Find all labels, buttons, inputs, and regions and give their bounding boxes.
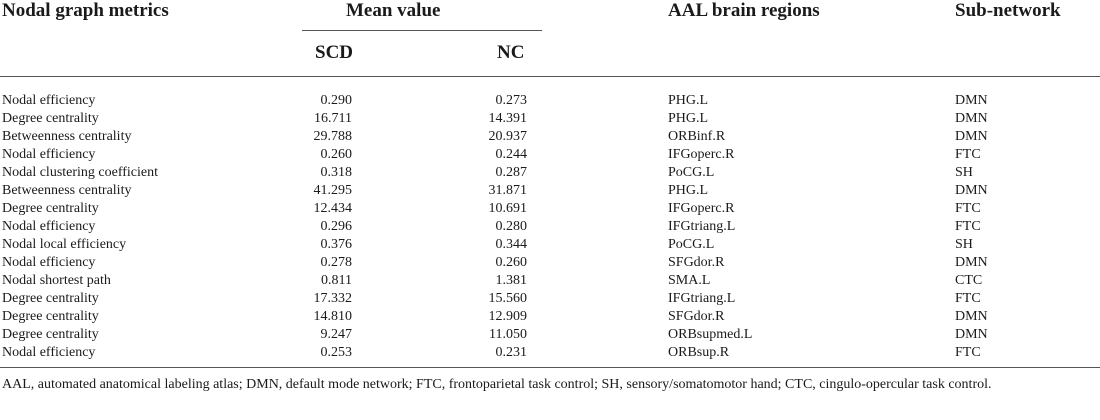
cell-subnetwork: DMN [955, 309, 988, 324]
cell-subnetwork: DMN [955, 327, 988, 342]
cell-nc: 1.381 [495, 273, 527, 288]
mean-value-span-rule [302, 30, 542, 31]
table-row [0, 200, 1100, 218]
cell-nc: 0.244 [495, 147, 527, 162]
cell-scd: 0.260 [320, 147, 352, 162]
cell-metric: Degree centrality [2, 291, 99, 306]
cell-subnetwork: CTC [955, 273, 983, 288]
cell-region: SMA.L [668, 273, 711, 288]
cell-nc: 0.344 [495, 237, 527, 252]
cell-subnetwork: DMN [955, 111, 988, 126]
table-bottom-rule [0, 367, 1100, 368]
header-aal-brain-regions: AAL brain regions [668, 0, 820, 21]
cell-subnetwork: FTC [955, 147, 981, 162]
cell-scd: 0.290 [320, 93, 352, 108]
header-sub-network: Sub-network [955, 0, 1061, 21]
cell-metric: Nodal efficiency [2, 93, 96, 108]
cell-region: SFGdor.R [668, 255, 725, 270]
cell-subnetwork: DMN [955, 93, 988, 108]
table-footnote: AAL, automated anatomical labeling atlas; DMN, default mode network; FTC, frontoparietal task control; SH, sensory/somatomotor hand; CTC, cingulo-opercular task control. [2, 377, 992, 392]
cell-region: IFGoperc.R [668, 147, 735, 162]
cell-subnetwork: DMN [955, 255, 988, 270]
cell-scd: 0.318 [320, 165, 352, 180]
cell-region: PoCG.L [668, 237, 715, 252]
cell-region: IFGoperc.R [668, 201, 735, 216]
cell-metric: Nodal shortest path [2, 273, 111, 288]
cell-metric: Betweenness centrality [2, 183, 132, 198]
cell-scd: 9.247 [320, 327, 352, 342]
cell-metric: Degree centrality [2, 327, 99, 342]
cell-nc: 10.691 [488, 201, 527, 216]
cell-subnetwork: DMN [955, 183, 988, 198]
header-scd: SCD [315, 42, 354, 63]
table-row [0, 254, 1100, 272]
cell-region: IFGtriang.L [668, 291, 736, 306]
cell-metric: Nodal efficiency [2, 147, 96, 162]
cell-subnetwork: SH [955, 165, 973, 180]
cell-metric: Degree centrality [2, 111, 99, 126]
cell-nc: 0.287 [495, 165, 527, 180]
cell-region: PHG.L [668, 93, 709, 108]
cell-metric: Nodal efficiency [2, 345, 96, 360]
cell-region: IFGtriang.L [668, 219, 736, 234]
header-mean-value: Mean value [346, 0, 441, 21]
cell-nc: 12.909 [488, 309, 527, 324]
table-row [0, 326, 1100, 344]
cell-region: PHG.L [668, 183, 709, 198]
table-row [0, 236, 1100, 254]
cell-region: ORBinf.R [668, 129, 726, 144]
cell-scd: 14.810 [313, 309, 352, 324]
cell-region: PHG.L [668, 111, 709, 126]
cell-metric: Nodal clustering coefficient [2, 165, 159, 180]
table-row [0, 218, 1100, 236]
header-nodal-graph-metrics: Nodal graph metrics [2, 0, 169, 21]
cell-metric: Nodal local efficiency [2, 237, 127, 252]
cell-nc: 0.273 [495, 93, 527, 108]
cell-nc: 15.560 [488, 291, 527, 306]
cell-nc: 20.937 [488, 129, 527, 144]
table-row [0, 92, 1100, 110]
cell-subnetwork: FTC [955, 219, 981, 234]
cell-nc: 0.231 [495, 345, 527, 360]
cell-subnetwork: FTC [955, 345, 981, 360]
cell-subnetwork: FTC [955, 201, 981, 216]
table-row [0, 308, 1100, 326]
header-nc: NC [497, 42, 525, 63]
table-body [0, 92, 1100, 362]
table-row [0, 146, 1100, 164]
table-row [0, 290, 1100, 308]
cell-nc: 11.050 [489, 327, 527, 342]
cell-nc: 14.391 [488, 111, 527, 126]
cell-region: ORBsupmed.L [668, 327, 753, 342]
cell-scd: 41.295 [313, 183, 352, 198]
cell-scd: 0.253 [320, 345, 352, 360]
cell-scd: 0.278 [320, 255, 352, 270]
cell-nc: 0.260 [495, 255, 527, 270]
cell-scd: 29.788 [313, 129, 352, 144]
table-row [0, 128, 1100, 146]
table-row [0, 110, 1100, 128]
cell-metric: Nodal efficiency [2, 219, 96, 234]
cell-metric: Betweenness centrality [2, 129, 132, 144]
cell-scd: 17.332 [313, 291, 352, 306]
cell-scd: 0.811 [321, 273, 352, 288]
table-row [0, 344, 1100, 362]
cell-subnetwork: SH [955, 237, 973, 252]
cell-region: PoCG.L [668, 165, 715, 180]
cell-region: SFGdor.R [668, 309, 725, 324]
cell-metric: Nodal efficiency [2, 255, 96, 270]
cell-metric: Degree centrality [2, 309, 99, 324]
cell-scd: 0.376 [320, 237, 352, 252]
cell-subnetwork: DMN [955, 129, 988, 144]
cell-scd: 16.711 [314, 111, 352, 126]
table-row [0, 182, 1100, 200]
cell-metric: Degree centrality [2, 201, 99, 216]
cell-nc: 0.280 [495, 219, 527, 234]
table-row [0, 272, 1100, 290]
header-bottom-rule [0, 76, 1100, 77]
table-row [0, 164, 1100, 182]
cell-nc: 31.871 [488, 183, 527, 198]
cell-scd: 0.296 [320, 219, 352, 234]
cell-subnetwork: FTC [955, 291, 981, 306]
cell-region: ORBsup.R [668, 345, 730, 360]
cell-scd: 12.434 [313, 201, 352, 216]
